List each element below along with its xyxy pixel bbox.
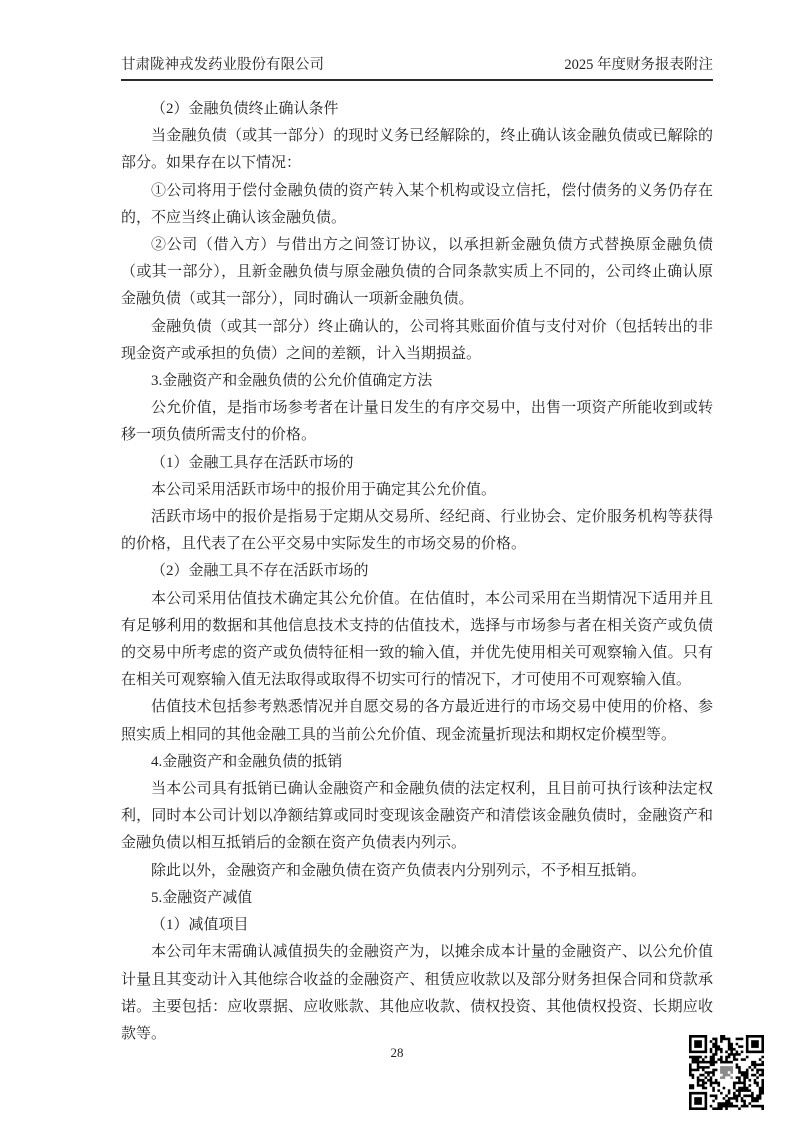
paragraph: 除此以外，金融资产和金融负债在资产负债表内分别列示，不予相互抵销。 — [151, 862, 647, 879]
paragraph: 活跃市场中的报价是指易于定期从交易所、经纪商、行业协会、定价服务机构等获得的价格，且代表了在公平交易中实际发生的市场交易的价格。 — [121, 509, 713, 553]
paragraph: （1）金融工具存在活跃市场的 — [151, 454, 354, 471]
page-number: 28 — [390, 1045, 404, 1060]
paragraph: 金融负债（或其一部分）终止确认的，公司将其账面价值与支付对价（包括转出的非现金资产或承担的负债）之间的差额，计入当期损益。 — [121, 318, 713, 362]
header-report-title: 2025 年度财务报表附注 — [564, 57, 713, 73]
paragraph: 公允价值，是指市场参考者在计量日发生的有序交易中，出售一项资产所能收到或转移一项负债所需支付的价格。 — [121, 400, 713, 444]
paragraph: ①公司将用于偿付金融负债的资产转入某个机构或设立信托，偿付债务的义务仍存在的，不应当终止确认该金融负债。 — [121, 182, 713, 226]
paragraph: （2）金融负债终止确认条件 — [151, 101, 339, 117]
paragraph: 5.金融资产减值 — [151, 889, 253, 906]
paragraph: 本公司年末需确认减值损失的金融资产为，以摊余成本计量的金融资产、以公允价值计量且其变动计入其他综合收益的金融资产、租赁应收款以及部分财务担保合同和贷款承诺。主要包括：应收票据、应收账款、其他应收款、债权投资、其他债权投资、长期应收款等。 — [121, 944, 713, 1042]
paragraph: 当金融负债（或其一部分）的现时义务已经解除的，终止确认该金融负债或已解除的部分。如果存在以下情况： — [121, 128, 713, 172]
paragraph: 4.金融资产和金融负债的抵销 — [151, 753, 343, 770]
paragraph: 当本公司具有抵销已确认金融资产和金融负债的法定权利，且目前可执行该种法定权利，同时本公司计划以净额结算或同时变现该金融资产和清偿该金融负债时，金融资产和金融负债以相互抵销后的金额在资产负债表内列示。 — [121, 781, 713, 852]
paragraph: 估值技术包括参考熟悉情况并自愿交易的各方最近进行的市场交易中使用的价格、参照实质上相同的其他金融工具的当前公允价值、现金流量折现法和期权定价模型等。 — [121, 699, 713, 743]
qr-code-image — [689, 1035, 764, 1110]
header-company-name: 甘肃陇神戎发药业股份有限公司 — [121, 57, 324, 73]
document-body — [121, 96, 713, 1048]
page-header — [121, 56, 713, 81]
paragraph: 本公司采用估值技术确定其公允价值。在估值时，本公司采用在当期情况下适用并且有足够利用的数据和其他信息技术支持的估值技术，选择与市场参与者在相关资产或负债的交易中所考虑的资产或负债特征相一致的输入值，并优先使用相关可观察输入值。只有在相关可观察输入值无法取得或取得不切实可行的情况下，才可使用不可观察输入值。 — [121, 590, 713, 689]
paragraph: （1）减值项目 — [151, 917, 249, 934]
paragraph: （2）金融工具不存在活跃市场的 — [151, 563, 369, 580]
paragraph: ②公司（借入方）与借出方之间签订协议，以承担新金融负债方式替换原金融负债（或其一部分），且新金融负债与原金融负债的合同条款实质上不同的，公司终止确认原金融负债（或其一部分），同时确认一项新金融负债。 — [121, 237, 713, 308]
paragraph: 本公司采用活跃市场中的报价用于确定其公允价值。 — [151, 481, 497, 498]
qr-code — [689, 1035, 764, 1110]
paragraph: 3.金融资产和金融负债的公允价值确定方法 — [151, 373, 433, 390]
